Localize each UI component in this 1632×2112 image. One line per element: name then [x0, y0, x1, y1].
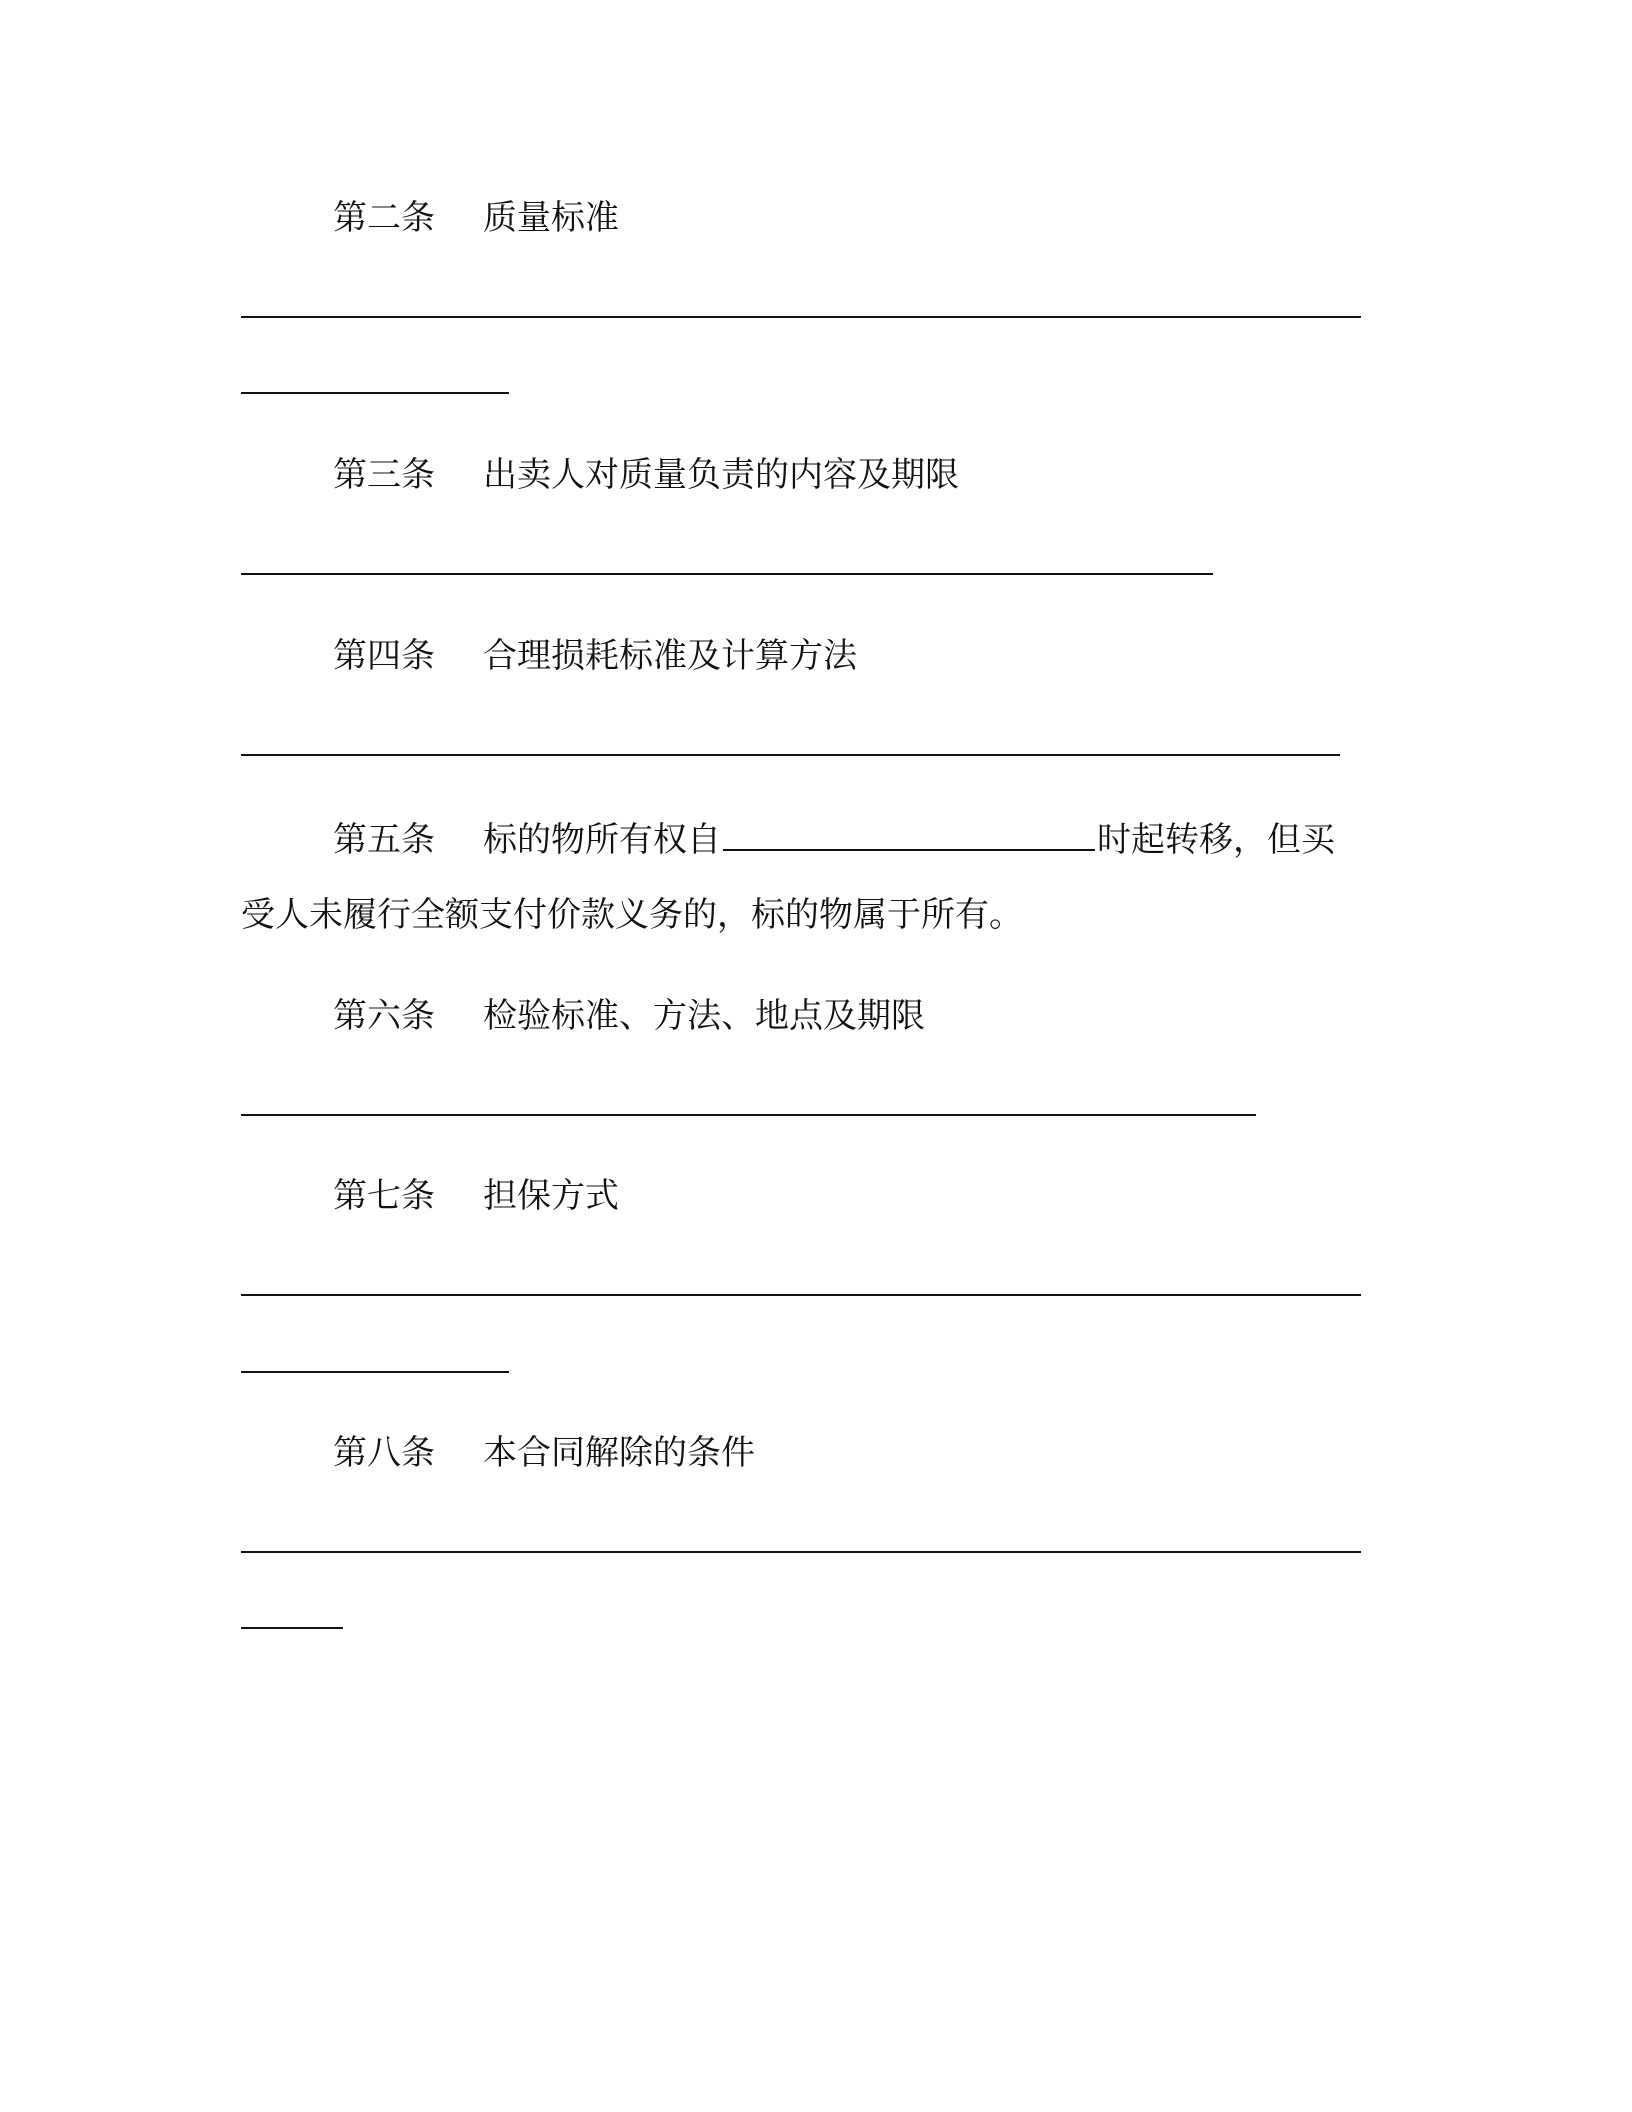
fill-in-blank-line[interactable]	[241, 1371, 509, 1373]
fill-in-blank-line[interactable]	[241, 1551, 1361, 1553]
fill-in-blank-line[interactable]	[241, 1114, 1256, 1116]
article-5-heading	[333, 815, 1335, 862]
article-7-heading	[333, 1174, 619, 1218]
article-number: 第四条	[333, 636, 435, 676]
fill-in-blank-line[interactable]	[241, 392, 509, 394]
article-title: 出卖人对质量负责的内容及期限	[483, 455, 959, 495]
fill-in-blank-line[interactable]	[241, 573, 1213, 575]
article-title: 合理损耗标准及计算方法	[483, 636, 857, 676]
article-text-before-blank: 标的物所有权自	[483, 820, 721, 860]
article-5-continuation: 受人未履行全额支付价款义务的，标的物属于所有。	[241, 895, 1023, 935]
article-6-heading	[333, 994, 925, 1038]
fill-in-blank-line[interactable]	[241, 1294, 1361, 1296]
article-number: 第七条	[333, 1176, 435, 1216]
article-2-heading	[333, 196, 619, 240]
article-number: 第三条	[333, 455, 435, 495]
fill-in-blank-line[interactable]	[241, 1627, 343, 1629]
article-title: 担保方式	[483, 1176, 619, 1216]
article-8-heading	[333, 1431, 755, 1475]
article-number: 第八条	[333, 1433, 435, 1473]
article-number: 第五条	[333, 820, 435, 860]
inline-fill-in-blank[interactable]	[723, 815, 1095, 851]
article-number: 第二条	[333, 198, 435, 238]
article-3-heading	[333, 453, 959, 497]
article-title: 本合同解除的条件	[483, 1433, 755, 1473]
article-4-heading	[333, 634, 857, 678]
article-title: 质量标准	[483, 198, 619, 238]
fill-in-blank-line[interactable]	[241, 754, 1340, 756]
article-title: 检验标准、方法、地点及期限	[483, 996, 925, 1036]
fill-in-blank-line[interactable]	[241, 316, 1361, 318]
article-text-after-blank: 时起转移，但买	[1097, 820, 1335, 860]
article-number: 第六条	[333, 996, 435, 1036]
